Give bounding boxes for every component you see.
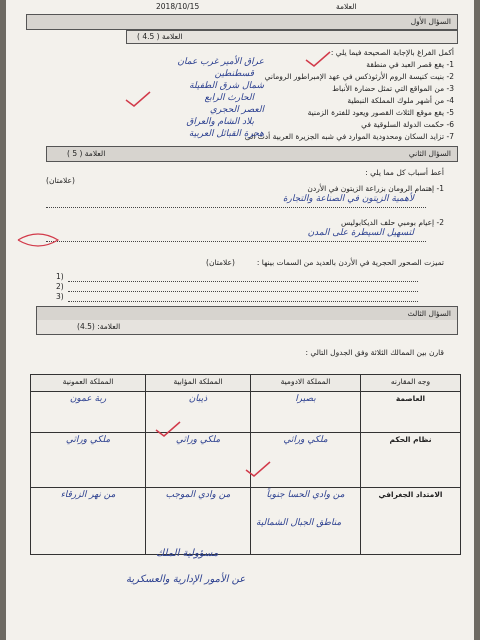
table-cell: ربة عمون [31,392,146,433]
q2-marks: العلامة ( 5 ) [67,149,106,158]
table-row-label: نظام الحكم [361,433,461,488]
red-circle-mark [18,234,58,246]
table-cell: ملكي وراثي [31,433,146,488]
q1-item-text: 1- يقع قصر العبد في منطقة [366,60,454,69]
table-cell: بصيرا [251,392,361,433]
table-cell: ذيبان [146,392,251,433]
bottom-note-1: مسؤولية الملك [156,548,219,559]
q2-item-text: 2- إعيام بومبي حلف الديكابوليس [340,218,444,227]
header-marks: العلامة [336,2,357,11]
q1-item-text: 2- بنيت كنيسة الروم الأرثوذكس في عهد الإمبراطور الروماني [264,72,454,81]
q1-item-text: 3- من المواقع التي تمثل حضارة الأنباط [332,84,454,93]
grading-marks-overlay [6,0,474,640]
q1-item-answer: قسطنطين [214,69,254,79]
q1-item-text: 6- حكمت الدولة السلوقية في [361,120,454,129]
table-cell: ملكي وراثي [146,433,251,488]
q2-item-answer: لتسهيل السيطرة على المدن [307,228,414,238]
q1-item-answer: عراق الأمير غرب عمان [177,57,264,67]
q2-sub-instruction: تميزت الصحور الحجرية في الأردن بالعديد من السمات بينها : [256,258,444,267]
table-row-label: الامتداد الجغرافي [361,488,461,555]
margin-note: مناطق الجبال الشمالية [256,518,342,528]
red-check-mark [156,422,180,436]
table-cell: من نهر الزرقاء [31,488,146,555]
red-check-mark [246,462,270,476]
table-header-cell: المملكة الادومية [251,375,361,392]
q3-instruction: قارن بين الممالك الثلاثة وفق الجدول التالي : [305,348,444,357]
q2-sub-item-number: 2) [56,282,64,291]
q2-item-text: 1- إهتمام الرومان بزراعة الزيتون في الأردن [307,184,444,193]
q3-marks: العلامة: (4.5) [77,322,121,331]
table-header-cell: المملكة المؤابية [146,375,251,392]
q1-item-answer: الحارث الرابع [204,93,254,103]
q1-item-answer: هجرة القبائل العربية [188,129,264,139]
q1-item-text: 5- يقع موقع الثلاث القصور ويعود للفترة الزمنية [307,108,454,117]
q1-marks: العلامة ( 4.5 ) [137,32,183,41]
q3-title: السؤال الثالث [407,309,451,318]
q2-item-answer: لأهمية الزيتون في الصناعة والتجارة [282,194,414,204]
q2-sub-points: (علامتان) [206,258,235,267]
q1-item-answer: شمال شرق الطفيلة [189,81,264,91]
q1-item-answer: العصر الحجري [209,105,264,115]
q2-points: (علامتان) [46,176,75,185]
table-cell: ملكي وراثي [251,433,361,488]
red-check-mark [306,52,330,66]
exam-date: 2018/10/15 [156,2,200,11]
q2-sub-item-number: 1) [56,272,64,281]
table-cell: من وادي الموجب [146,488,251,555]
q2-instruction: أعط أسباب كل مما يلي : [365,168,444,177]
q1-title: السؤال الأول [410,17,451,26]
q2-title: السؤال الثاني [408,149,451,158]
table-header-cell: وجه المقارنه [361,375,461,392]
table-cell: من وادي الحسا جنوباً [251,488,361,555]
q1-item-text: 4- من أشهر ملوك المملكة النبطية [347,96,454,105]
table-header-cell: المملكة العمونية [31,375,146,392]
table-row-label: العاصمة [361,392,461,433]
q1-item-text: 7- تزايد السكان ومحدودية الموارد في شبه الجزيرة العربية أدت الى [244,132,454,141]
q1-item-answer: بلاد الشام والعراق [186,117,254,127]
exam-sheet [6,0,474,640]
red-check-mark [126,92,150,106]
bottom-note-2: عن الأمور الإدارية والعسكرية [126,574,246,585]
q2-sub-item-number: 3) [56,292,64,301]
q1-instruction: أكمل الفراغ بالإجابة الصحيحة فيما يلي : [330,48,454,57]
